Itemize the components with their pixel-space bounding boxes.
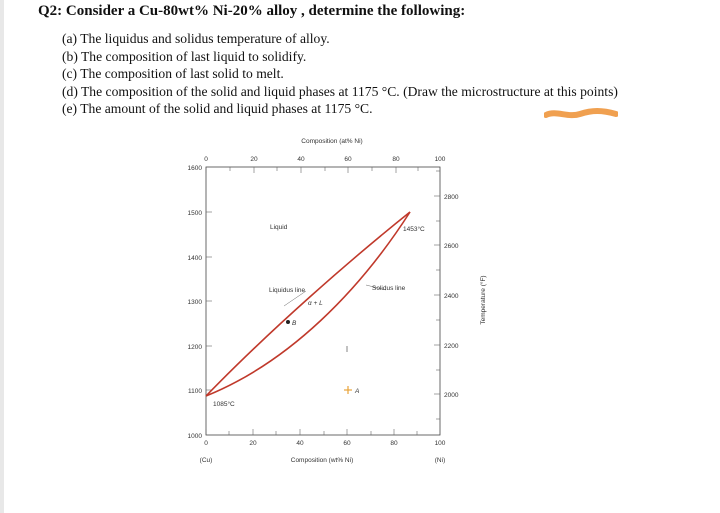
question-title: Q2: Consider a Cu-80wt% Ni-20% alloy , determine the following: (38, 3, 466, 19)
bottom-tick-label: 40 (296, 440, 304, 447)
top-tick-label: 100 (434, 156, 446, 163)
top-tick-label: 40 (297, 156, 305, 163)
bottom-tick-label: 60 (343, 440, 351, 447)
cu-melting-label: 1085°C (213, 401, 235, 408)
tick-marks (206, 167, 440, 435)
top-axis-label: Composition (at% Ni) (301, 138, 363, 145)
right-axis-label: Temperature (°F) (480, 275, 487, 325)
right-tick-label: 2000 (444, 392, 459, 399)
right-tick-label: 2200 (444, 343, 459, 350)
top-tick-label: 60 (344, 156, 352, 163)
left-temperature-ticks (188, 165, 203, 440)
top-tick-label: 80 (392, 156, 400, 163)
bottom-ticks (204, 440, 446, 447)
question-part-d: (d) The composition of the solid and liquid phases at 1175 °C. (Draw the microstructure at this points) (62, 83, 618, 99)
left-tick-label: 1000 (187, 433, 202, 440)
left-tick-label: 1300 (187, 299, 202, 306)
left-tick-label: 1200 (187, 344, 202, 351)
bottom-tick-label: 80 (390, 440, 398, 447)
question-part-e: (e) The amount of the solid and liquid phases at 1175 °C. (62, 101, 373, 117)
plot-frame (206, 167, 440, 435)
top-ticks (204, 156, 446, 163)
bottom-tick-label: 100 (434, 440, 446, 447)
cu-end-label: (Cu) (199, 457, 213, 464)
top-tick-label: 0 (204, 156, 208, 163)
left-tick-label: 1600 (187, 165, 202, 172)
question-part-c: (c) The composition of last solid to melt. (62, 66, 284, 82)
bottom-axis-label: Composition (wt% Ni) (290, 457, 354, 464)
solidus-line-label: Solidus line (372, 285, 406, 292)
left-tick-label: 1100 (188, 388, 202, 395)
point-a-label: A (355, 388, 360, 395)
bottom-tick-label: 0 (204, 440, 208, 447)
point-b-label: B (292, 320, 297, 327)
top-tick-label: 20 (250, 156, 258, 163)
ni-end-label: (Ni) (434, 457, 446, 464)
right-temperature-ticks (444, 194, 459, 399)
left-tick-label: 1400 (187, 255, 202, 262)
alpha-plus-liquid-label: α + L (308, 300, 323, 307)
right-tick-label: 2600 (444, 243, 459, 250)
question-part-a: (a) The liquidus and solidus temperature of alloy. (62, 31, 330, 46)
point-b-marker (286, 320, 290, 324)
liquidus-line-label: Liquidus line (269, 287, 306, 294)
bottom-tick-label: 20 (249, 440, 257, 447)
left-tick-label: 1500 (187, 210, 202, 217)
liquid-region-label: Liquid (270, 224, 288, 231)
right-tick-label: 2400 (444, 293, 459, 300)
question-part-b: (b) The composition of last liquid to solidify. (62, 48, 307, 64)
ni-melting-label: 1453°C (403, 226, 425, 233)
right-tick-label: 2800 (444, 194, 459, 201)
